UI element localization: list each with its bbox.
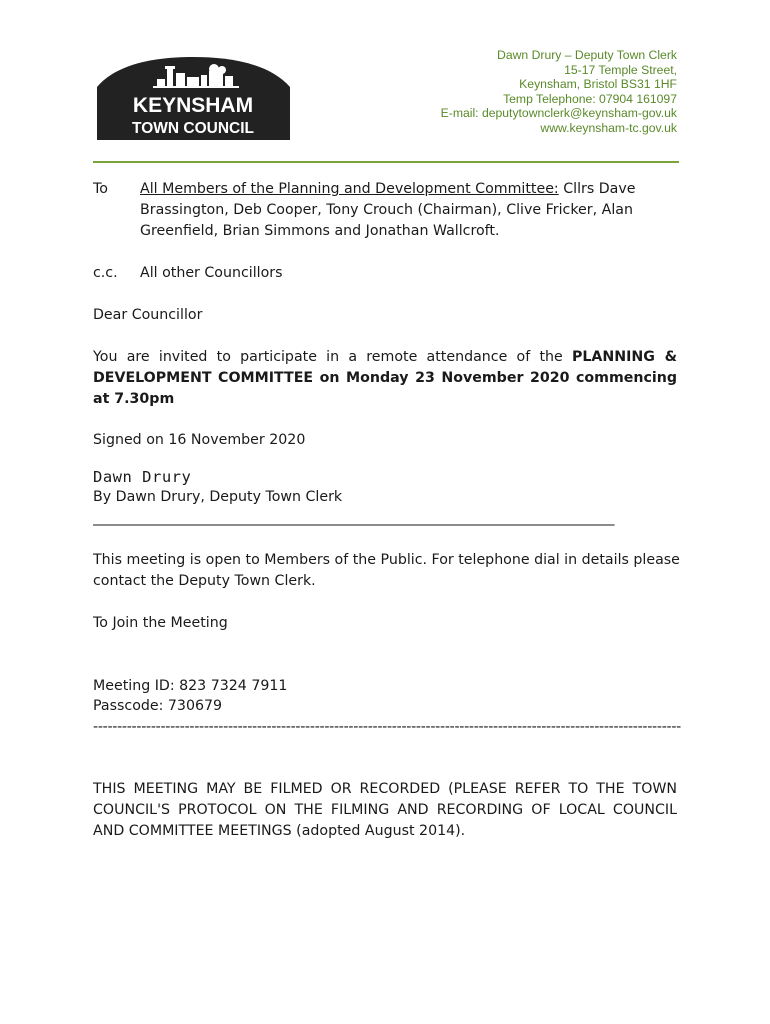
to-committee: All Members of the Planning and Development Committee:	[140, 181, 559, 197]
invite-meeting-details: PLANNING & DEVELOPMENT COMMITTEE on Monday 23 November 2020 commencing at 7.30pm	[93, 349, 677, 407]
signed-by: By Dawn Drury, Deputy Town Clerk	[93, 489, 343, 505]
to-label: To	[93, 181, 108, 197]
cc-text: All other Councillors	[140, 265, 283, 281]
cc-label: c.c.	[93, 265, 118, 281]
salutation: Dear Councillor	[93, 307, 203, 323]
invite-lead: You are invited to participate in a remote attendance of the	[93, 349, 572, 365]
header-divider	[93, 161, 679, 163]
public-notice: This meeting is open to Members of the Public. For telephone dial in details please contact the Deputy Town Clerk.	[93, 552, 680, 589]
signature: Dawn Drury	[93, 468, 192, 486]
contact-town: Keynsham, Bristol BS31 1HF	[519, 77, 677, 92]
passcode: Passcode: 730679	[93, 698, 223, 714]
to-councillors: Cllrs Dave Brassington, Deb Cooper, Tony Crouch (Chairman), Clive Fricker, Alan Greenfield, Brian Simmons and Jonathan Wallcroft.	[140, 181, 636, 239]
join-heading: To Join the Meeting	[93, 615, 228, 631]
dash-rule: --------------------------------------------------------------------------------------------------------------------------	[93, 719, 681, 735]
contact-street: 15-17 Temple Street,	[564, 62, 677, 77]
contact-name: Dawn Drury – Deputy Town Clerk	[497, 48, 677, 62]
solid-rule: _______________________________________________________________________________	[93, 510, 614, 526]
invite-paragraph	[93, 347, 677, 410]
contact-block	[441, 48, 677, 136]
logo-name-line2: TOWN COUNCIL	[132, 120, 254, 137]
signed-date: Signed on 16 November 2020	[93, 432, 306, 448]
contact-website: www.keynsham-tc.gov.uk	[540, 120, 677, 135]
contact-telephone: Temp Telephone: 07904 161097	[503, 91, 677, 106]
filming-notice: THIS MEETING MAY BE FILMED OR RECORDED (PLEASE REFER TO THE TOWN COUNCIL'S PROTOCOL ON THE FILMING AND RECORDING OF LOCAL COUNCIL AND COMMITTEE MEETINGS (adopted August 2014).	[93, 781, 677, 839]
to-section	[93, 179, 677, 242]
to-recipients	[140, 179, 677, 242]
logo-name-line1: KEYNSHAM	[132, 94, 254, 117]
cc-section	[93, 263, 677, 284]
contact-email: E-mail: deputytownclerk@keynsham-gov.uk	[440, 106, 677, 121]
meeting-id: Meeting ID: 823 7324 7911	[93, 678, 288, 694]
council-logo	[97, 57, 290, 140]
